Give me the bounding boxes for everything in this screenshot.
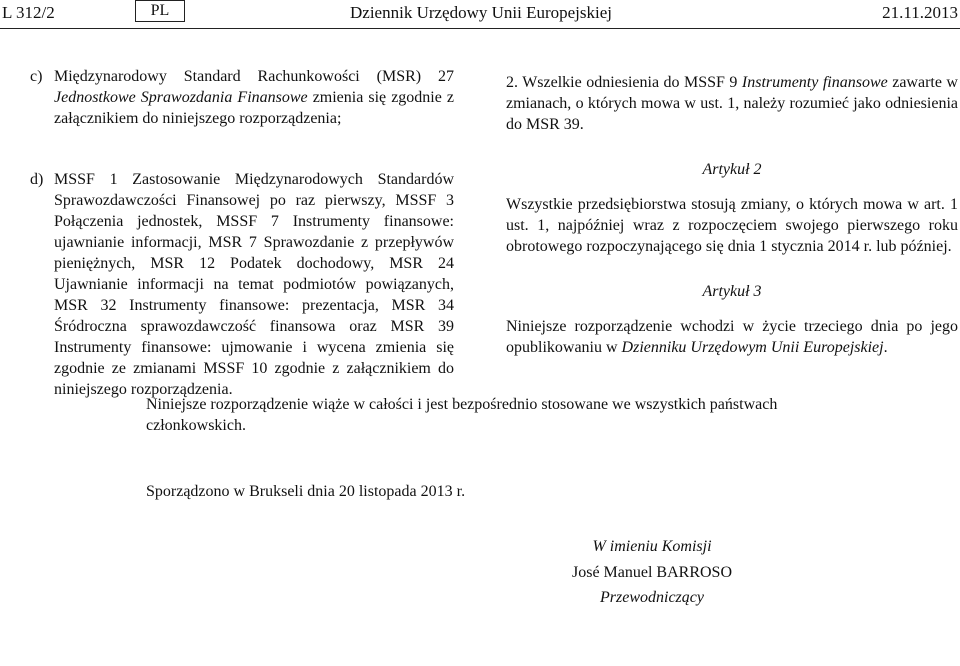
journal-title: Dziennik Urzędowy Unii Europejskiej [350,3,613,22]
language-badge: PL [135,0,185,22]
item-c-text-italic: Jednostkowe Sprawozdania Finansowe [54,89,308,106]
paragraph-2 [506,72,958,135]
article-3-text-italic: Dzienniku Urzędowym Unii Europejskiej [621,339,884,356]
left-column [30,66,454,400]
right-column [506,72,958,358]
item-c-label: c) [30,68,43,85]
binding-statement: Niniejsze rozporządzenie wiąże w całości i jest bezpośrednio stosowane we wszystkich państwach członkowskich. [146,396,778,434]
item-d-text: MSSF 1 Zastosowanie Międzynarodowych Standardów Sprawozdawczości Finansowej po raz pierwszy, MSSF 3 Połączenia jednostek, MSSF 7 Instrumenty finansowe: ujawnianie informacji, MSR 7 Sprawozdanie z przepływów pieniężnych, MSR 12 Podatek dochodowy, MSR 24 Ujawnianie informacji na temat podmiotów powiązanych, MSR 32 Instrumenty finansowe: prezentacja, MSR 34 Śródroczna sprawozdawczość finansowa oraz MSR 39 Instrumenty finansowe: ujmowanie i wycena zmienia się zgodnie ze zmianami MSSF 10 zgodnie z załącznikiem do niniejszego rozporządzenia. [54,171,454,398]
signature-role: Przewodniczący [600,589,704,606]
item-d-label: d) [30,171,44,188]
item-c-text-post: zmienia się zgodnie z załącznikiem do niniejszego rozporządzenia; [54,89,454,127]
article-3-heading: Artykuł 3 [702,283,762,300]
list-item-d [30,169,454,400]
article-3-text-pre: Niniejsze rozporządzenie wchodzi w życie trzeciego dnia po jego opublikowaniu w [506,318,958,356]
article-3-text [506,316,958,358]
paragraph-2-post: zawarte w zmianach, o których mowa w ust. 1, należy rozumieć jako odniesienia do MSR 39. [506,74,958,133]
page-header [0,0,960,28]
paragraph-2-italic: Instrumenty finansowe [741,74,888,91]
item-c-text [54,66,454,129]
paragraph-2-pre: 2. Wszelkie odniesienia do MSSF 9 [506,74,742,91]
done-at-statement: Sporządzono w Brukseli dnia 20 listopada 2013 r. [146,483,466,500]
page-reference: L 312/2 [2,3,55,22]
article-3-text-post: . [883,339,888,356]
article-2-text: Wszystkie przedsiębiorstwa stosują zmiany, o których mowa w art. 1 ust. 1, najpóźniej wraz z rozpoczęciem swojego pierwszego roku obrotowego rozpoczynającego się dnia 1 stycznia 2014 r. lub później. [506,196,958,255]
signature-name: José Manuel BARROSO [571,564,732,581]
list-item-c [30,66,454,129]
header-rule [0,28,960,29]
signature-on-behalf: W imieniu Komisji [592,538,712,555]
item-c-text-pre: Międzynarodowy Standard Rachunkowości (MSR) 27 [54,68,454,85]
article-2-heading: Artykuł 2 [702,161,762,178]
publication-date: 21.11.2013 [882,3,958,22]
